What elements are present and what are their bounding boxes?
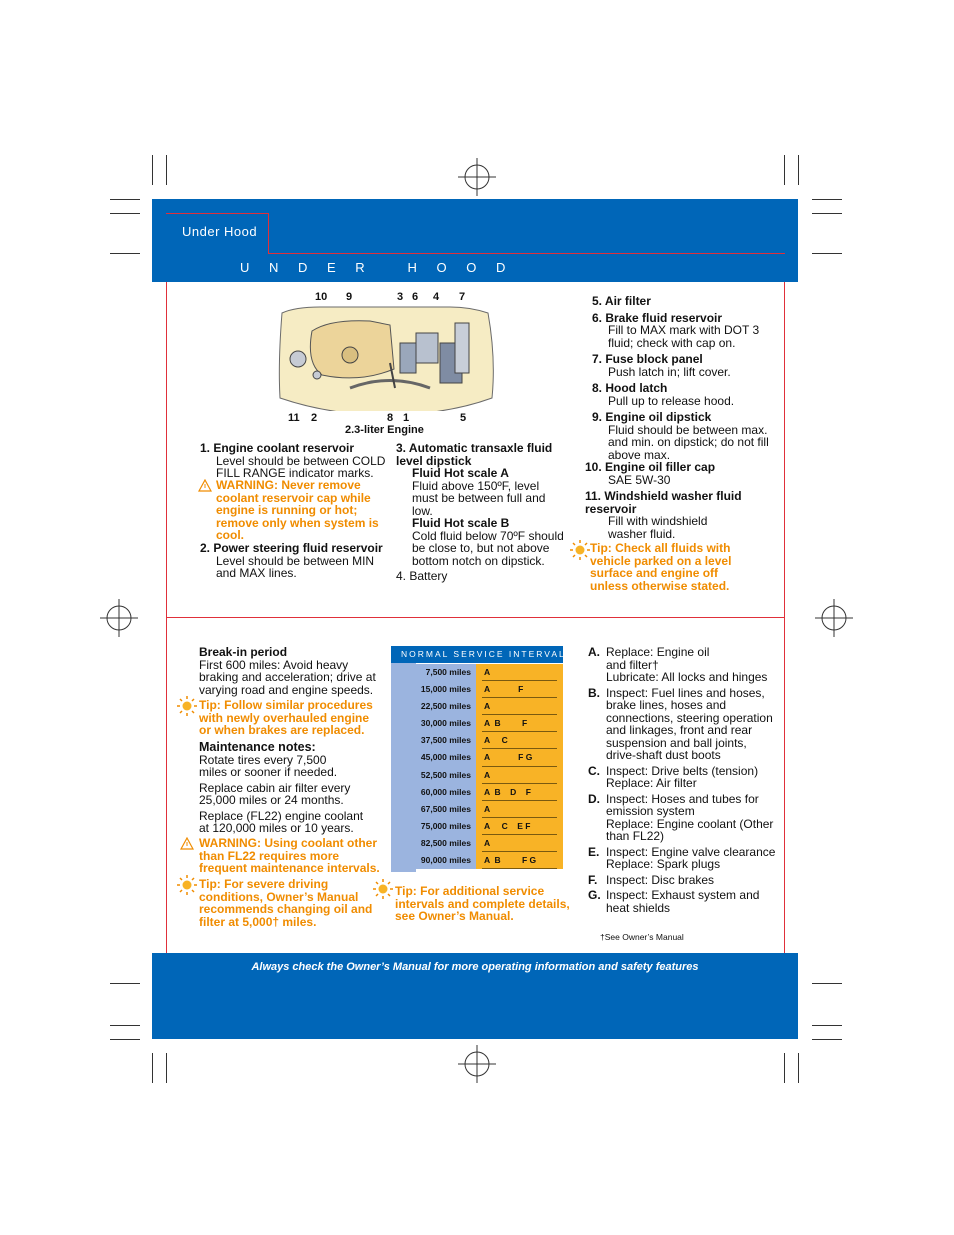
interval-row xyxy=(416,801,563,818)
callout-number: 6 xyxy=(412,291,419,303)
interval-row xyxy=(416,852,563,869)
legend-item xyxy=(588,793,778,843)
breakin-body: First 600 miles: Avoid heavy braking and acceleration; drive at varying road and engine speeds. xyxy=(199,657,376,697)
interval-miles: 82,500 miles xyxy=(416,835,476,852)
intervals-side xyxy=(391,663,416,872)
legend-item xyxy=(588,687,778,762)
interval-row xyxy=(416,681,563,698)
interval-row xyxy=(416,835,563,852)
item-1 xyxy=(200,442,390,480)
item-body: Cold fluid below 70ºF should be close to, but not above bottom notch on dipstick. xyxy=(412,528,564,568)
sun-tip-icon xyxy=(177,696,197,716)
legend-text: Inspect: Hoses and tubes for emission system xyxy=(606,791,759,818)
registration-mark-icon xyxy=(458,1045,496,1083)
callout-number: 10 xyxy=(315,291,328,303)
interval-row xyxy=(416,715,563,732)
registration-mark-icon xyxy=(458,158,496,196)
interval-codes xyxy=(476,784,563,801)
interval-row xyxy=(416,767,563,784)
item-heading: 10. Engine oil filler cap xyxy=(585,460,716,474)
interval-row xyxy=(416,698,563,715)
interval-codes-text: A B D F xyxy=(484,786,531,797)
legend-text: Replace: Air filter xyxy=(606,776,697,790)
legend-text: Inspect: Fuel lines and hoses, brake lines, hoses and connections, steering operation and linkages, front and rear suspension and ball joints, drive-shaft dust boots xyxy=(606,685,773,762)
interval-miles: 52,500 miles xyxy=(416,767,476,784)
item-heading: 9. Engine oil dipstick xyxy=(592,410,712,424)
footnote: †See Owner’s Manual xyxy=(600,932,684,942)
item-heading: 6. Brake fluid reservoir xyxy=(592,310,723,325)
legend-item xyxy=(588,646,778,684)
engine-bay-illustration xyxy=(270,303,500,411)
frame-line xyxy=(166,199,167,984)
warning-text: WARNING: Using coolant other than FL22 requires more frequent maintenance intervals. xyxy=(199,836,380,875)
item-body: Fill to MAX mark with DOT 3 fluid; check with cap on. xyxy=(608,323,760,350)
legend-key: B. xyxy=(588,685,600,700)
item-heading: 8. Hood latch xyxy=(592,381,668,395)
legend-key: G. xyxy=(588,888,601,902)
item-body: Level should be between COLD FILL RANGE indicator marks. xyxy=(216,453,386,480)
item-list-right xyxy=(592,295,772,461)
legend-text: Lubricate: All locks and hinges xyxy=(606,670,768,684)
item-heading: 1. Engine coolant reservoir xyxy=(200,441,355,455)
sun-tip-icon xyxy=(570,540,590,560)
warning-icon xyxy=(198,479,212,492)
maintenance-heading: Maintenance notes: xyxy=(199,740,316,754)
callout-number: 2 xyxy=(311,412,318,424)
interval-miles: 45,000 miles xyxy=(416,749,476,766)
callout-number: 3 xyxy=(397,291,404,303)
interval-codes-text: A xyxy=(484,701,491,712)
item-body: Fill with windshield washer fluid. xyxy=(608,514,708,541)
interval-codes-text: A xyxy=(484,837,491,848)
callout-number: 7 xyxy=(459,291,466,303)
legend-key: A. xyxy=(588,645,600,659)
interval-miles: 30,000 miles xyxy=(416,715,476,732)
interval-codes xyxy=(476,732,563,749)
item-heading: 3. Automatic transaxle fluid level dipstick xyxy=(396,441,553,468)
interval-miles: 90,000 miles xyxy=(416,852,476,869)
interval-miles: 60,000 miles xyxy=(416,784,476,801)
legend-key: D. xyxy=(588,791,600,806)
interval-codes-text: A F xyxy=(484,684,524,695)
interval-codes xyxy=(476,698,563,715)
interval-codes xyxy=(476,715,563,732)
legend-text: Inspect: Disc brakes xyxy=(606,872,715,887)
interval-codes-text: A xyxy=(484,769,491,780)
interval-row xyxy=(416,749,563,766)
warning-text: WARNING: Never remove coolant reservoir cap while engine is running or hot; remove only when system is cool. xyxy=(216,478,379,542)
section-tab: Under Hood xyxy=(182,224,258,239)
note-text: Replace (FL22) engine coolant at 120,000 miles or 10 years. xyxy=(199,808,364,835)
item-body: Fluid should be between max. and min. on dipstick; do not fill above max. xyxy=(608,422,769,462)
tip-text: Tip: Follow similar procedures with newly overhauled engine or when brakes are replaced. xyxy=(199,698,373,737)
item-heading: 2. Power steering fluid reservoir xyxy=(200,541,383,555)
legend-text: Replace: Spark plugs xyxy=(606,857,721,871)
item-subheading: Fluid Hot scale A xyxy=(412,466,509,480)
item-2 xyxy=(200,542,390,580)
interval-codes-text: A B F xyxy=(484,718,528,729)
legend-key: F. xyxy=(588,872,598,887)
note-text: Rotate tires every 7,500 miles or sooner if needed. xyxy=(199,752,338,779)
callout-number: 11 xyxy=(288,412,300,424)
interval-codes xyxy=(476,664,563,681)
item-subheading: Fluid Hot scale B xyxy=(412,516,510,530)
interval-codes xyxy=(476,852,563,869)
callout-number: 5 xyxy=(460,412,467,424)
interval-codes xyxy=(476,801,563,818)
interval-codes xyxy=(476,818,563,835)
registration-mark-icon xyxy=(100,599,138,637)
callout-number: 8 xyxy=(387,412,394,424)
tip-text: Tip: For additional service intervals and complete details, see Owner’s Manual. xyxy=(395,884,570,923)
item-heading: 5. Air filter xyxy=(592,294,651,308)
note-text: Replace cabin air filter every 25,000 miles or 24 months. xyxy=(199,780,351,807)
interval-row xyxy=(416,664,563,681)
item-list-right-2 xyxy=(585,461,765,540)
legend-text: Replace: Engine coolant (Other than FL22) xyxy=(606,816,774,843)
item-body: Level should be between MIN and MAX lines. xyxy=(216,553,375,580)
interval-miles: 67,500 miles xyxy=(416,801,476,818)
interval-miles: 7,500 miles xyxy=(416,664,476,681)
item-body: SAE 5W-30 xyxy=(608,472,671,487)
legend-text: Inspect: Exhaust system and heat shields xyxy=(606,888,760,915)
footer-text: Always check the Owner’s Manual for more operating information and safety features xyxy=(251,961,699,973)
sun-tip-icon xyxy=(177,875,197,895)
tip-text: Tip: For severe driving conditions, Owner’s Manual recommends changing oil and filter at 5,000† miles. xyxy=(199,877,373,929)
item-3 xyxy=(396,442,566,567)
diagram-caption: 2.3-liter Engine xyxy=(345,424,424,436)
item-body: Pull up to release hood. xyxy=(608,393,735,408)
interval-codes xyxy=(476,681,563,698)
intervals-table xyxy=(416,664,563,869)
intervals-title: NORMAL SERVICE INTERVALS xyxy=(401,649,574,659)
interval-miles: 75,000 miles xyxy=(416,818,476,835)
row-rule xyxy=(482,868,557,869)
legend-item xyxy=(588,765,778,790)
interval-miles: 15,000 miles xyxy=(416,681,476,698)
interval-codes xyxy=(476,767,563,784)
warning-icon xyxy=(180,837,194,850)
legend xyxy=(588,646,778,917)
interval-miles: 37,500 miles xyxy=(416,732,476,749)
legend-item xyxy=(588,889,778,914)
interval-codes-text: A B F G xyxy=(484,855,537,866)
interval-codes-text: A xyxy=(484,667,491,677)
page-title: U N D E R H O O D xyxy=(240,260,514,275)
interval-codes-text: A C xyxy=(484,735,508,746)
item-heading: 11. Windshield washer fluid reservoir xyxy=(585,489,742,516)
interval-row xyxy=(416,818,563,835)
interval-row xyxy=(416,732,563,749)
interval-codes-text: A xyxy=(484,803,491,814)
interval-row xyxy=(416,784,563,801)
interval-codes xyxy=(476,749,563,766)
legend-text: Replace: Engine oil and filter† xyxy=(606,645,710,672)
legend-text: Inspect: Engine valve clearance xyxy=(606,844,776,859)
legend-text: Inspect: Drive belts (tension) xyxy=(606,763,759,778)
legend-item xyxy=(588,846,778,871)
interval-codes-text: A F G xyxy=(484,752,533,763)
section-divider xyxy=(166,617,785,618)
callout-number: 9 xyxy=(346,291,353,303)
item-body: Push latch in; lift cover. xyxy=(608,364,731,379)
item-4-heading: 4. Battery xyxy=(396,569,448,583)
legend-key: C. xyxy=(588,763,600,778)
interval-miles: 22,500 miles xyxy=(416,698,476,715)
sun-tip-icon xyxy=(373,879,393,899)
registration-mark-icon xyxy=(815,599,853,637)
breakin-section xyxy=(199,646,384,696)
breakin-heading: Break-in period xyxy=(199,645,288,659)
callout-number: 4 xyxy=(433,291,440,303)
item-body: Fluid above 150ºF, level must be between full and low. xyxy=(412,478,546,518)
legend-key: E. xyxy=(588,844,600,859)
legend-item xyxy=(588,874,778,887)
frame-line xyxy=(784,199,785,984)
callout-number: 1 xyxy=(403,412,410,424)
interval-codes-text: A C E F xyxy=(484,820,531,831)
tip-text: Tip: Check all fluids with vehicle parked on a level surface and engine off unless otherwise stated. xyxy=(590,541,732,593)
maintenance-notes xyxy=(199,741,384,835)
interval-codes xyxy=(476,835,563,852)
engine-diagram xyxy=(270,290,500,430)
item-heading: 7. Fuse block panel xyxy=(592,352,703,366)
